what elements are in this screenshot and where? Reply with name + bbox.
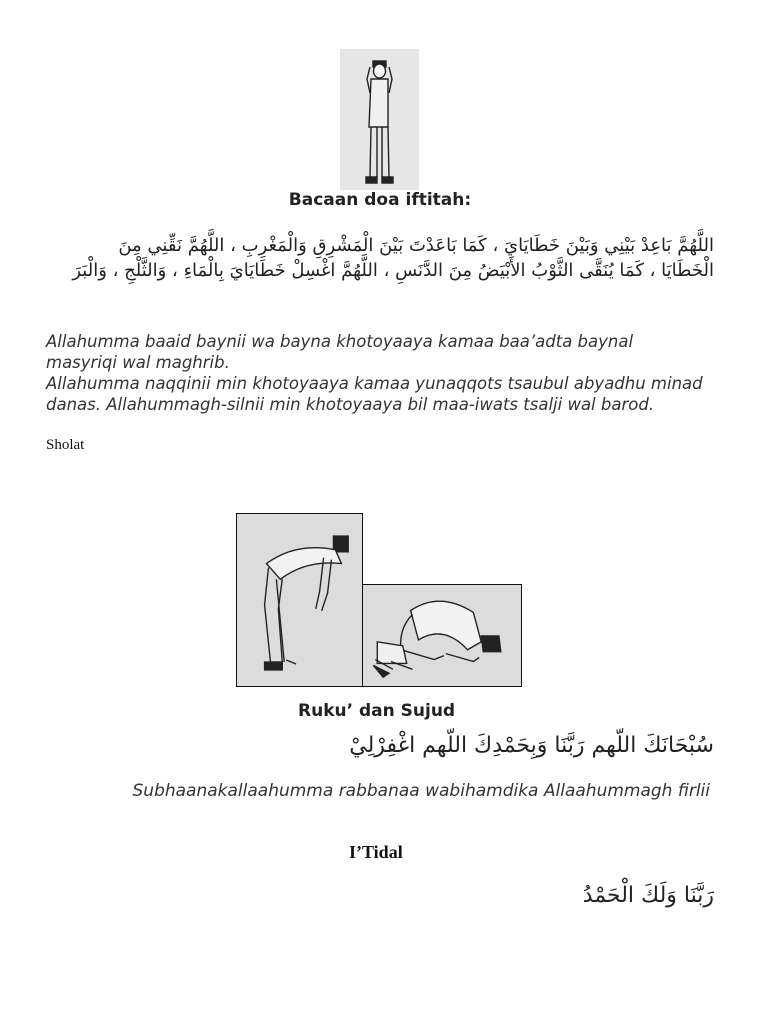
iftitah-transliteration-1: Allahumma baaid baynii wa bayna khotoyaaya kamaa baa’adta baynal masyriqi wal maghrib. (46, 332, 634, 372)
iftitah-transliteration-2: Allahumma naqqinii min khotoyaaya kamaa yunaqqots tsaubul abyadhu minad danas. Allahummagh-silnii min khotoyaaya bil maa-iwats tsalji wal barod. (46, 374, 703, 414)
sujud-illustration (362, 584, 522, 687)
iftitah-arabic-text: اللَّهُمَّ بَاعِدْ بَيْنِي وَبَيْنَ خَطَايَايَ ، كَمَا بَاعَدْتَ بَيْنَ الْمَشْرِقِ وَالْمَغْرِبِ ، اللَّهُمَّ نَقِّنِي مِنَ الْخَطَايَا ، كَمَا يُنَقَّى الثَّوْبُ الأَبْيَضُ مِنَ الدَّنَسِ ، اللَّهُمَّ اغْسِلْ خَطَايَايَ بِالْمَاءِ ، وَالثَّلْجِ ، وَالْبَرَ (72, 235, 714, 281)
ruku-sujud-heading: Ruku’ dan Sujud (298, 701, 456, 721)
standing-person-icon (340, 49, 419, 190)
prostrating-person-icon (363, 585, 521, 686)
ruku-sujud-transliteration: Subhaanakallaahumma rabbanaa wabihamdika Allaahummagh firlii (132, 781, 710, 801)
sholat-caption: Sholat (46, 437, 85, 453)
ruku-illustration (236, 513, 363, 687)
bowing-person-icon (237, 514, 362, 686)
ruku-sujud-arabic-text: سُبْحَانَكَ اللّهم رَبَّنَا وَبِحَمْدِكَ اللّهم اغْفِرْلِيْ (349, 733, 714, 758)
itidal-heading: I’Tidal (349, 842, 403, 862)
itidal-arabic-text: رَبَّنَا وَلَكَ الْحَمْدُ (582, 883, 714, 908)
takbir-illustration (340, 49, 419, 190)
iftitah-heading: Bacaan doa iftitah: (288, 190, 472, 210)
